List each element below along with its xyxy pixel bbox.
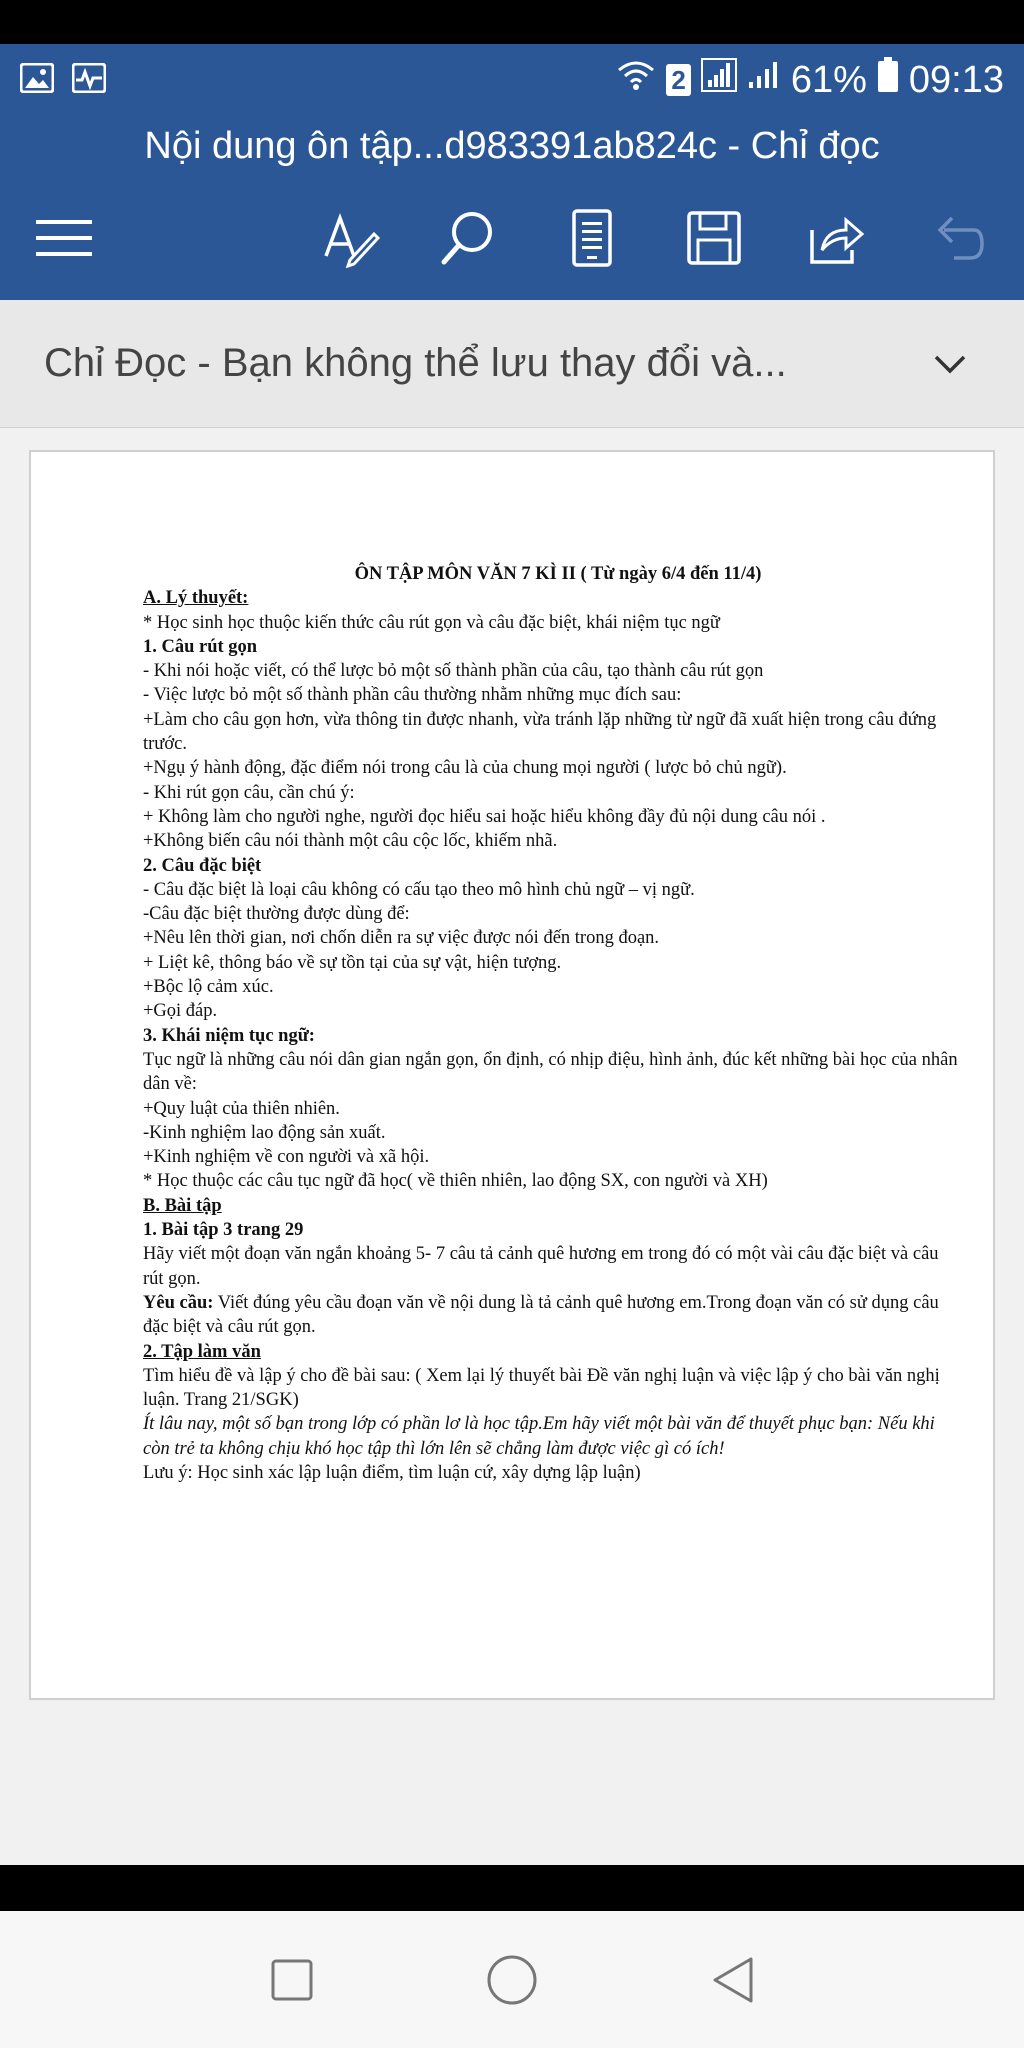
doc-title: ÔN TẬP MÔN VĂN 7 KÌ II ( Từ ngày 6/4 đến 11/4) (354, 564, 762, 584)
back-button[interactable] (697, 1945, 767, 2015)
sim-badge: 2 (666, 64, 690, 96)
doc-line: +Làm cho câu gọn hơn, vừa thông tin được nhanh, vừa tránh lặp những từ ngữ đã xuất hiện trong câu đứng trước. (143, 709, 937, 755)
essay-prompt: Ít lâu nay, một số bạn trong lớp có phần lơ là học tập.Em hãy viết một bài văn để thuyết phục bạn: Nếu khi còn trẻ ta không chịu khó học tập thì lớn lên sẽ chẳng làm được việc gì có ích! (143, 1414, 935, 1459)
system-navigation-bar (0, 1911, 1024, 2048)
doc-line: Tìm hiểu đề và lập ý cho đề bài sau: ( Xem lại lý thuyết bài Đề văn nghị luận và việc lập ý cho bài văn nghị luận. Trang 21/SGK) (143, 1365, 940, 1411)
save-button[interactable] (678, 202, 750, 274)
doc-line: Lưu ý: Học sinh xác lập luận điểm, tìm luận cứ, xây dựng lập luận) (143, 1462, 641, 1483)
doc-line: -Câu đặc biệt thường được dùng để: (143, 904, 410, 925)
subheading-cau-rut-gon: 1. Câu rút gọn (143, 636, 258, 657)
subheading-bai-tap-3: 1. Bài tập 3 trang 29 (143, 1220, 304, 1241)
gallery-notification-icon (20, 63, 54, 98)
expand-infobar-button[interactable] (920, 334, 980, 394)
document-canvas[interactable] (0, 428, 1024, 1865)
battery-percent: 61% (790, 58, 867, 101)
section-b-heading: B. Bài tập (143, 1195, 222, 1216)
pen-text-icon (320, 208, 380, 268)
undo-icon (930, 210, 986, 266)
activity-notification-icon (72, 63, 106, 98)
doc-line: +Quy luật của thiên nhiên. (143, 1098, 340, 1119)
hamburger-icon (34, 216, 94, 260)
edit-button[interactable] (314, 202, 386, 274)
doc-line: +Kinh nghiệm về con người và xã hội. (143, 1147, 430, 1168)
search-button[interactable] (432, 202, 504, 274)
doc-line: +Bộc lộ cảm xúc. (143, 977, 274, 998)
doc-line: Tục ngữ là những câu nói dân gian ngắn gọn, ổn định, có nhịp điệu, hình ảnh, đúc kết những bài học của nhân dân về: (143, 1049, 958, 1095)
doc-line: - Câu đặc biệt là loại câu không có cấu tạo theo mô hình chủ ngữ – vị ngữ. (143, 879, 695, 900)
home-icon (485, 1953, 539, 2007)
signal-sim2-icon (747, 58, 781, 102)
share-button[interactable] (800, 202, 872, 274)
read-only-message: Chỉ Đọc - Bạn không thể lưu thay đổi và... (44, 341, 787, 385)
search-icon (438, 208, 498, 268)
doc-line: -Kinh nghiệm lao động sản xuất. (143, 1122, 386, 1143)
doc-line: +Ngụ ý hành động, đặc điểm nói trong câu là của chung mọi người ( lược bỏ chủ ngữ). (143, 758, 787, 779)
undo-button[interactable] (922, 202, 994, 274)
doc-line: * Học thuộc các câu tục ngữ đã học( về thiên nhiên, lao động SX, con người và XH) (143, 1171, 768, 1192)
document-body (143, 562, 963, 1485)
doc-line: - Khi rút gọn câu, cần chú ý: (143, 782, 355, 803)
reading-view-button[interactable] (556, 202, 628, 274)
doc-line: + Liệt kê, thông báo về sự tồn tại của sự vật, hiện tượng. (143, 952, 562, 973)
recent-apps-button[interactable] (257, 1945, 327, 2015)
doc-line: * Học sinh học thuộc kiến thức câu rút gọn và câu đặc biệt, khái niệm tục ngữ (143, 612, 720, 633)
doc-line: +Gọi đáp. (143, 1001, 218, 1022)
doc-line (143, 1291, 963, 1340)
top-black-bar (0, 0, 1024, 44)
status-bar (0, 44, 1024, 116)
recent-apps-icon (270, 1958, 314, 2002)
document-title: Nội dung ôn tập...d983391ab824c - Chỉ đọc (0, 116, 1024, 176)
doc-line: + Không làm cho người nghe, người đọc hiểu sai hoặc hiểu không đầy đủ nội dung câu nói . (143, 806, 826, 827)
share-icon (806, 210, 866, 266)
clock: 09:13 (908, 58, 1004, 101)
subheading-cau-dac-biet: 2. Câu đặc biệt (143, 855, 262, 876)
home-button[interactable] (477, 1945, 547, 2015)
doc-line: +Nêu lên thời gian, nơi chốn diễn ra sự việc được nói đến trong đoạn. (143, 928, 660, 949)
mobile-view-icon (570, 208, 614, 268)
subheading-tuc-ngu: 3. Khái niệm tục ngữ: (143, 1025, 315, 1046)
toolbar (0, 176, 1024, 300)
document-page (29, 450, 995, 1700)
wifi-icon (616, 58, 656, 102)
section-a-heading: A. Lý thuyết: (143, 588, 249, 609)
doc-line: Hãy viết một đoạn văn ngắn khoảng 5- 7 câu tả cảnh quê hương em trong đó có một vài câu đặc biệt và câu rút gọn. (143, 1244, 939, 1289)
menu-button[interactable] (28, 202, 100, 274)
doc-line: - Khi nói hoặc viết, có thể lược bỏ một số thành phần của câu, tạo thành câu rút gọn (143, 661, 764, 682)
battery-icon (877, 57, 899, 103)
read-only-infobar[interactable] (0, 300, 1024, 428)
requirement-label: Yêu cầu: (143, 1292, 214, 1313)
subheading-tap-lam-van: 2. Tập làm văn (143, 1341, 261, 1362)
doc-line: +Không biến câu nói thành một câu cộc lốc, khiếm nhã. (143, 831, 558, 852)
doc-line: - Việc lược bỏ một số thành phần câu thường nhằm những mục đích sau: (143, 685, 682, 706)
bottom-black-bar (0, 1865, 1024, 1911)
requirement-text: Viết đúng yêu cầu đoạn văn về nội dung là tả cảnh quê hương em.Trong đoạn văn có sử dụng câu đặc biệt và câu rút gọn. (143, 1292, 939, 1338)
signal-sim1-icon (701, 58, 737, 102)
save-icon (686, 210, 742, 266)
chevron-down-icon (933, 354, 967, 374)
back-icon (709, 1955, 755, 2005)
